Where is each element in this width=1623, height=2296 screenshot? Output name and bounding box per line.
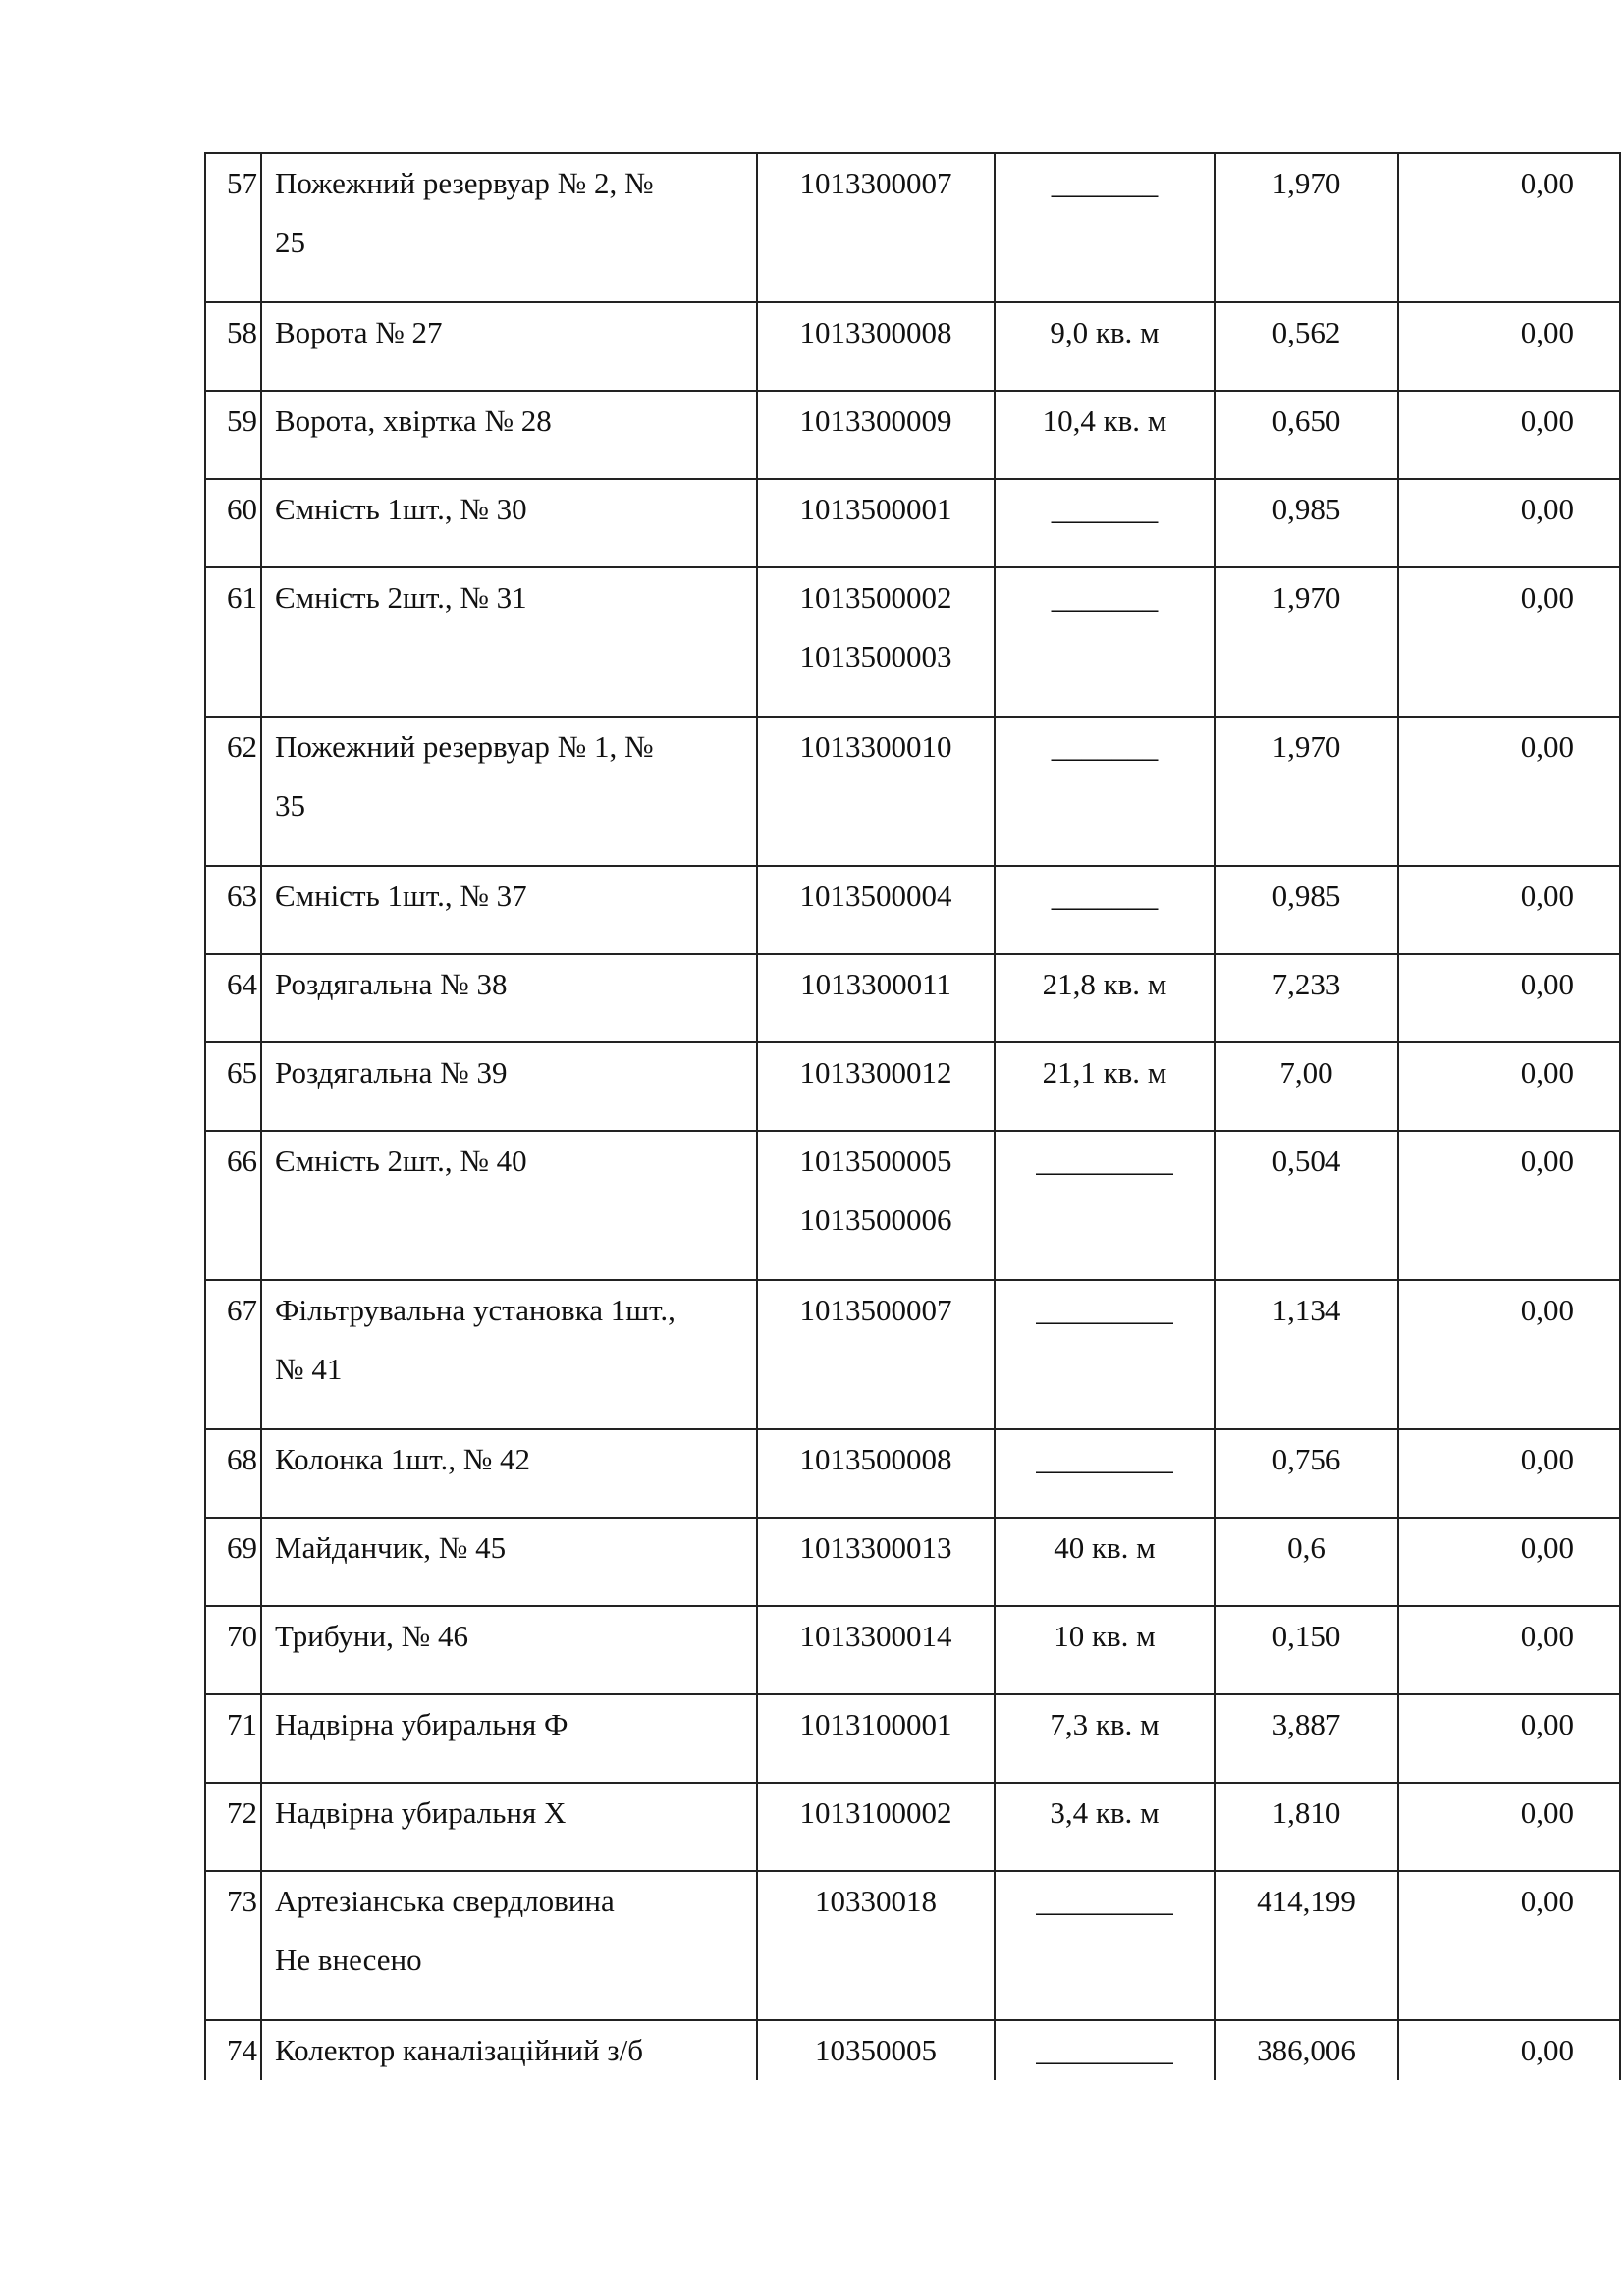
value-cell-text: 0,985 bbox=[1271, 879, 1341, 913]
area-cell-text: 40 кв. м bbox=[1054, 1530, 1156, 1565]
row-number-cell-text: 61 bbox=[227, 580, 257, 614]
value-cell bbox=[1215, 1518, 1398, 1606]
inventory-code-cell bbox=[757, 954, 995, 1042]
row-number-cell bbox=[205, 1280, 261, 1429]
area-cell bbox=[995, 1518, 1215, 1606]
asset-name-cell bbox=[261, 1131, 757, 1280]
inventory-code-cell-text: 1013300009 bbox=[799, 403, 952, 438]
value-cell-text: 7,233 bbox=[1271, 967, 1341, 1001]
depreciation-cell-text: 0,00 bbox=[1520, 1795, 1574, 1830]
row-number-cell bbox=[205, 1042, 261, 1131]
inventory-code-cell bbox=[757, 153, 995, 302]
value-cell-text: 1,970 bbox=[1271, 166, 1341, 200]
inventory-code-cell bbox=[757, 567, 995, 717]
inventory-code-cell bbox=[757, 1871, 995, 2020]
asset-name-cell bbox=[261, 1429, 757, 1518]
inventory-code-cell-text: 10330018 bbox=[815, 1884, 937, 1918]
asset-name-cell-text: Пожежний резервуар № 2, № bbox=[275, 166, 654, 200]
table-row bbox=[205, 866, 1620, 954]
table-row bbox=[205, 302, 1620, 391]
asset-name-cell bbox=[261, 1042, 757, 1131]
depreciation-cell-text: 0,00 bbox=[1520, 1530, 1574, 1565]
value-cell-text: 7,00 bbox=[1279, 1055, 1333, 1090]
row-number-cell-text: 70 bbox=[227, 1619, 257, 1653]
inventory-code-cell-text: 10350005 bbox=[815, 2033, 937, 2067]
area-cell-text: 7,3 кв. м bbox=[1050, 1707, 1160, 1741]
inventory-code-cell bbox=[757, 1280, 995, 1429]
value-cell bbox=[1215, 1606, 1398, 1694]
table-row bbox=[205, 1280, 1620, 1429]
asset-name-cell-text: № 41 bbox=[275, 1352, 343, 1386]
row-number-cell bbox=[205, 153, 261, 302]
depreciation-cell-text: 0,00 bbox=[1520, 1442, 1574, 1476]
depreciation-cell bbox=[1398, 302, 1620, 391]
value-cell-text: 0,504 bbox=[1271, 1144, 1341, 1178]
depreciation-cell-text: 0,00 bbox=[1520, 315, 1574, 349]
area-cell-text: _________ bbox=[1036, 1442, 1173, 1476]
table-row bbox=[205, 717, 1620, 866]
asset-name-cell-text: Артезіанська свердловина bbox=[275, 1884, 615, 1918]
value-cell-text: 0,6 bbox=[1287, 1530, 1325, 1565]
table-row bbox=[205, 153, 1620, 302]
area-cell-text: _______ bbox=[1051, 166, 1159, 200]
area-cell-text: _______ bbox=[1051, 492, 1159, 526]
value-cell bbox=[1215, 479, 1398, 567]
area-cell bbox=[995, 1694, 1215, 1783]
value-cell-text: 414,199 bbox=[1257, 1884, 1356, 1918]
area-cell bbox=[995, 717, 1215, 866]
depreciation-cell-text: 0,00 bbox=[1520, 879, 1574, 913]
depreciation-cell-text: 0,00 bbox=[1520, 729, 1574, 764]
depreciation-cell-text: 0,00 bbox=[1520, 166, 1574, 200]
value-cell bbox=[1215, 1694, 1398, 1783]
value-cell-text: 1,134 bbox=[1271, 1293, 1341, 1327]
asset-name-cell-text: Роздягальна № 38 bbox=[275, 967, 508, 1001]
value-cell bbox=[1215, 1783, 1398, 1871]
row-number-cell bbox=[205, 1783, 261, 1871]
row-number-cell-text: 74 bbox=[227, 2033, 257, 2067]
row-number-cell-text: 60 bbox=[227, 492, 257, 526]
depreciation-cell bbox=[1398, 1280, 1620, 1429]
asset-name-cell-text: Ємність 2шт., № 31 bbox=[275, 580, 527, 614]
depreciation-cell bbox=[1398, 391, 1620, 479]
inventory-code-cell bbox=[757, 1518, 995, 1606]
depreciation-cell bbox=[1398, 954, 1620, 1042]
asset-name-cell bbox=[261, 1871, 757, 2020]
value-cell bbox=[1215, 302, 1398, 391]
value-cell-text: 386,006 bbox=[1257, 2033, 1356, 2067]
value-cell bbox=[1215, 717, 1398, 866]
table-row bbox=[205, 391, 1620, 479]
row-number-cell-text: 58 bbox=[227, 315, 257, 349]
row-number-cell-text: 66 bbox=[227, 1144, 257, 1178]
row-number-cell-text: 71 bbox=[227, 1707, 257, 1741]
row-number-cell-text: 63 bbox=[227, 879, 257, 913]
depreciation-cell-text: 0,00 bbox=[1520, 1884, 1574, 1918]
value-cell bbox=[1215, 954, 1398, 1042]
asset-name-cell-text: Трибуни, № 46 bbox=[275, 1619, 468, 1653]
inventory-code-cell bbox=[757, 1429, 995, 1518]
row-number-cell bbox=[205, 954, 261, 1042]
inventory-code-cell-text: 1013500006 bbox=[799, 1202, 952, 1237]
inventory-code-cell bbox=[757, 1694, 995, 1783]
assets-table bbox=[204, 152, 1621, 2080]
asset-name-cell-text: 25 bbox=[275, 225, 305, 259]
area-cell bbox=[995, 1783, 1215, 1871]
depreciation-cell bbox=[1398, 717, 1620, 866]
area-cell bbox=[995, 1871, 1215, 2020]
depreciation-cell-text: 0,00 bbox=[1520, 967, 1574, 1001]
inventory-code-cell-text: 1013300011 bbox=[800, 967, 951, 1001]
table-row bbox=[205, 1042, 1620, 1131]
value-cell bbox=[1215, 1042, 1398, 1131]
table-row bbox=[205, 1694, 1620, 1783]
inventory-code-cell bbox=[757, 1042, 995, 1131]
asset-name-cell bbox=[261, 1280, 757, 1429]
value-cell bbox=[1215, 567, 1398, 717]
area-cell bbox=[995, 567, 1215, 717]
asset-name-cell-text: Не внесено bbox=[275, 1943, 422, 1977]
asset-name-cell bbox=[261, 302, 757, 391]
table-row bbox=[205, 1783, 1620, 1871]
row-number-cell bbox=[205, 1131, 261, 1280]
row-number-cell-text: 68 bbox=[227, 1442, 257, 1476]
value-cell bbox=[1215, 1429, 1398, 1518]
inventory-code-cell-text: 1013500002 bbox=[799, 580, 952, 614]
row-number-cell-text: 69 bbox=[227, 1530, 257, 1565]
area-cell bbox=[995, 1606, 1215, 1694]
value-cell-text: 0,562 bbox=[1271, 315, 1341, 349]
depreciation-cell bbox=[1398, 1131, 1620, 1280]
row-number-cell bbox=[205, 302, 261, 391]
value-cell-text: 0,650 bbox=[1271, 403, 1341, 438]
value-cell bbox=[1215, 866, 1398, 954]
row-number-cell-text: 65 bbox=[227, 1055, 257, 1090]
area-cell-text: 10,4 кв. м bbox=[1042, 403, 1167, 438]
area-cell bbox=[995, 866, 1215, 954]
asset-name-cell-text: 35 bbox=[275, 788, 305, 823]
area-cell-text: 3,4 кв. м bbox=[1050, 1795, 1160, 1830]
value-cell-text: 1,970 bbox=[1271, 729, 1341, 764]
value-cell bbox=[1215, 1131, 1398, 1280]
row-number-cell-text: 62 bbox=[227, 729, 257, 764]
asset-name-cell bbox=[261, 717, 757, 866]
asset-name-cell-text: Ворота, хвіртка № 28 bbox=[275, 403, 552, 438]
inventory-code-cell bbox=[757, 2020, 995, 2080]
depreciation-cell bbox=[1398, 567, 1620, 717]
asset-name-cell-text: Колектор каналізаційний з/б bbox=[275, 2033, 643, 2067]
value-cell-text: 1,970 bbox=[1271, 580, 1341, 614]
asset-name-cell-text: Надвірна убиральня Х bbox=[275, 1795, 567, 1830]
area-cell-text: 10 кв. м bbox=[1054, 1619, 1156, 1653]
inventory-code-cell bbox=[757, 866, 995, 954]
asset-name-cell-text: Ємність 1шт., № 37 bbox=[275, 879, 527, 913]
asset-name-cell-text: Надвірна убиральня Ф bbox=[275, 1707, 568, 1741]
asset-name-cell bbox=[261, 2020, 757, 2080]
depreciation-cell-text: 0,00 bbox=[1520, 580, 1574, 614]
asset-name-cell bbox=[261, 1518, 757, 1606]
value-cell bbox=[1215, 1871, 1398, 2020]
asset-name-cell bbox=[261, 866, 757, 954]
inventory-code-cell bbox=[757, 302, 995, 391]
asset-name-cell bbox=[261, 1606, 757, 1694]
asset-name-cell bbox=[261, 391, 757, 479]
depreciation-cell-text: 0,00 bbox=[1520, 1619, 1574, 1653]
row-number-cell bbox=[205, 1429, 261, 1518]
depreciation-cell bbox=[1398, 1429, 1620, 1518]
area-cell bbox=[995, 954, 1215, 1042]
table-row bbox=[205, 1871, 1620, 2020]
inventory-code-cell-text: 1013500001 bbox=[799, 492, 952, 526]
area-cell-text: _______ bbox=[1051, 879, 1159, 913]
inventory-code-cell-text: 1013300013 bbox=[799, 1530, 952, 1565]
row-number-cell bbox=[205, 717, 261, 866]
row-number-cell-text: 67 bbox=[227, 1293, 257, 1327]
depreciation-cell bbox=[1398, 1694, 1620, 1783]
depreciation-cell-text: 0,00 bbox=[1520, 1293, 1574, 1327]
depreciation-cell-text: 0,00 bbox=[1520, 492, 1574, 526]
value-cell bbox=[1215, 2020, 1398, 2080]
depreciation-cell-text: 0,00 bbox=[1520, 1707, 1574, 1741]
table-row bbox=[205, 1518, 1620, 1606]
row-number-cell-text: 64 bbox=[227, 967, 257, 1001]
area-cell-text: _________ bbox=[1036, 1293, 1173, 1327]
depreciation-cell bbox=[1398, 1783, 1620, 1871]
depreciation-cell bbox=[1398, 1042, 1620, 1131]
value-cell-text: 0,756 bbox=[1271, 1442, 1341, 1476]
value-cell bbox=[1215, 1280, 1398, 1429]
row-number-cell bbox=[205, 1518, 261, 1606]
row-number-cell bbox=[205, 866, 261, 954]
row-number-cell bbox=[205, 567, 261, 717]
depreciation-cell-text: 0,00 bbox=[1520, 1144, 1574, 1178]
area-cell-text: 9,0 кв. м bbox=[1050, 315, 1160, 349]
value-cell-text: 0,985 bbox=[1271, 492, 1341, 526]
area-cell bbox=[995, 153, 1215, 302]
area-cell bbox=[995, 1429, 1215, 1518]
depreciation-cell bbox=[1398, 479, 1620, 567]
inventory-code-cell-text: 1013100001 bbox=[799, 1707, 952, 1741]
table-row bbox=[205, 1131, 1620, 1280]
depreciation-cell bbox=[1398, 866, 1620, 954]
area-cell-text: _________ bbox=[1036, 2033, 1173, 2067]
value-cell-text: 3,887 bbox=[1271, 1707, 1341, 1741]
row-number-cell bbox=[205, 479, 261, 567]
inventory-code-cell-text: 1013100002 bbox=[799, 1795, 952, 1830]
inventory-code-cell-text: 1013300014 bbox=[799, 1619, 952, 1653]
depreciation-cell bbox=[1398, 1871, 1620, 2020]
table-row bbox=[205, 954, 1620, 1042]
value-cell bbox=[1215, 391, 1398, 479]
area-cell-text: _________ bbox=[1036, 1144, 1173, 1178]
row-number-cell-text: 57 bbox=[227, 166, 257, 200]
value-cell-text: 1,810 bbox=[1271, 1795, 1341, 1830]
row-number-cell bbox=[205, 1871, 261, 2020]
asset-name-cell-text: Фільтрувальна установка 1шт., bbox=[275, 1293, 676, 1327]
area-cell bbox=[995, 1042, 1215, 1131]
asset-name-cell-text: Ємність 2шт., № 40 bbox=[275, 1144, 527, 1178]
asset-name-cell bbox=[261, 1783, 757, 1871]
inventory-code-cell-text: 1013500005 bbox=[799, 1144, 952, 1178]
table-row bbox=[205, 2020, 1620, 2080]
depreciation-cell-text: 0,00 bbox=[1520, 2033, 1574, 2067]
table-row bbox=[205, 1606, 1620, 1694]
table-row bbox=[205, 479, 1620, 567]
depreciation-cell-text: 0,00 bbox=[1520, 1055, 1574, 1090]
asset-name-cell-text: Пожежний резервуар № 1, № bbox=[275, 729, 654, 764]
row-number-cell bbox=[205, 1694, 261, 1783]
row-number-cell-text: 59 bbox=[227, 403, 257, 438]
inventory-code-cell-text: 1013300008 bbox=[799, 315, 952, 349]
area-cell bbox=[995, 1280, 1215, 1429]
asset-name-cell-text: Майданчик, № 45 bbox=[275, 1530, 507, 1565]
inventory-code-cell-text: 1013300010 bbox=[799, 729, 952, 764]
asset-name-cell bbox=[261, 153, 757, 302]
area-cell bbox=[995, 479, 1215, 567]
asset-name-cell bbox=[261, 1694, 757, 1783]
inventory-code-cell bbox=[757, 391, 995, 479]
inventory-code-cell-text: 1013500003 bbox=[799, 639, 952, 673]
area-cell-text: 21,1 кв. м bbox=[1042, 1055, 1167, 1090]
inventory-code-cell bbox=[757, 717, 995, 866]
asset-name-cell-text: Ємність 1шт., № 30 bbox=[275, 492, 527, 526]
row-number-cell bbox=[205, 2020, 261, 2080]
table-row bbox=[205, 567, 1620, 717]
row-number-cell bbox=[205, 1606, 261, 1694]
table-row bbox=[205, 1429, 1620, 1518]
asset-name-cell bbox=[261, 479, 757, 567]
inventory-code-cell-text: 1013300007 bbox=[799, 166, 952, 200]
row-number-cell-text: 72 bbox=[227, 1795, 257, 1830]
inventory-code-cell bbox=[757, 479, 995, 567]
asset-name-cell bbox=[261, 567, 757, 717]
depreciation-cell-text: 0,00 bbox=[1520, 403, 1574, 438]
area-cell bbox=[995, 1131, 1215, 1280]
inventory-code-cell bbox=[757, 1783, 995, 1871]
value-cell bbox=[1215, 153, 1398, 302]
assets-table-body bbox=[205, 153, 1620, 2080]
inventory-code-cell-text: 1013300012 bbox=[799, 1055, 952, 1090]
depreciation-cell bbox=[1398, 153, 1620, 302]
inventory-code-cell-text: 1013500007 bbox=[799, 1293, 952, 1327]
area-cell bbox=[995, 2020, 1215, 2080]
depreciation-cell bbox=[1398, 1518, 1620, 1606]
area-cell bbox=[995, 391, 1215, 479]
inventory-code-cell-text: 1013500008 bbox=[799, 1442, 952, 1476]
area-cell bbox=[995, 302, 1215, 391]
depreciation-cell bbox=[1398, 1606, 1620, 1694]
depreciation-cell bbox=[1398, 2020, 1620, 2080]
value-cell-text: 0,150 bbox=[1271, 1619, 1341, 1653]
area-cell-text: _______ bbox=[1051, 580, 1159, 614]
area-cell-text: _______ bbox=[1051, 729, 1159, 764]
inventory-code-cell bbox=[757, 1606, 995, 1694]
row-number-cell bbox=[205, 391, 261, 479]
asset-name-cell bbox=[261, 954, 757, 1042]
asset-name-cell-text: Роздягальна № 39 bbox=[275, 1055, 508, 1090]
inventory-code-cell bbox=[757, 1131, 995, 1280]
area-cell-text: _________ bbox=[1036, 1884, 1173, 1918]
asset-name-cell-text: Колонка 1шт., № 42 bbox=[275, 1442, 531, 1476]
row-number-cell-text: 73 bbox=[227, 1884, 257, 1918]
inventory-code-cell-text: 1013500004 bbox=[799, 879, 952, 913]
asset-name-cell-text: Ворота № 27 bbox=[275, 315, 443, 349]
area-cell-text: 21,8 кв. м bbox=[1042, 967, 1167, 1001]
